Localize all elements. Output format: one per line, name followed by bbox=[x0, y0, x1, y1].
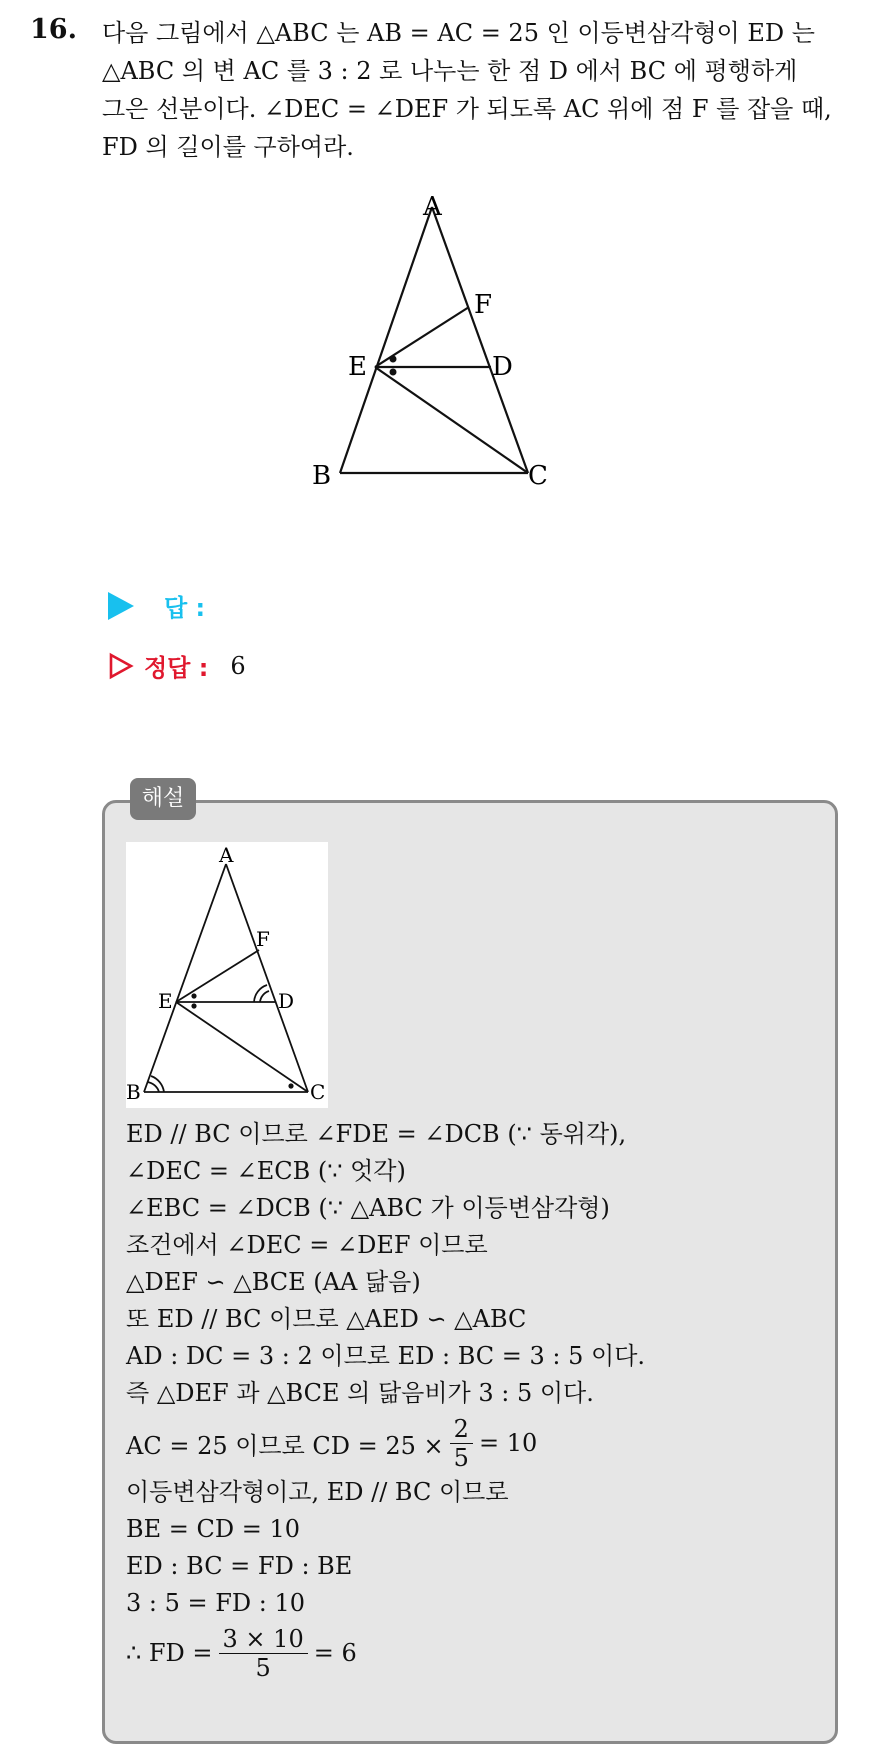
solution-line: ∠EBC = ∠DCB (∵ △ABC 가 이등변삼각형) bbox=[126, 1194, 610, 1222]
label-D: D bbox=[492, 352, 513, 382]
label-B: B bbox=[126, 1080, 141, 1104]
play-triangle-icon bbox=[108, 592, 134, 620]
triangle-figure bbox=[312, 192, 570, 495]
solution-line: 조건에서 ∠DEC = ∠DEF 이므로 bbox=[126, 1231, 488, 1259]
correct-value: 6 bbox=[230, 651, 246, 680]
fraction-prefix: AC = 25 이므로 CD = 25 × bbox=[126, 1431, 444, 1460]
fraction-suffix: = 10 bbox=[478, 1429, 538, 1457]
solution-line: BE = CD = 10 bbox=[126, 1515, 301, 1543]
solution-line: AD : DC = 3 : 2 이므로 ED : BC = 3 : 5 이다. bbox=[126, 1342, 646, 1370]
fraction-denominator: 5 bbox=[255, 1653, 271, 1682]
solution-line: ED // BC 이므로 ∠FDE = ∠DCB (∵ 동위각), bbox=[126, 1120, 627, 1148]
label-F: F bbox=[256, 927, 270, 951]
solution-line: △DEF ∽ △BCE (AA 닮음) bbox=[126, 1268, 421, 1296]
question-line-3: 그은 선분이다. ∠DEC = ∠DEF 가 되도록 AC 위에 점 F 를 잡을 때, bbox=[102, 95, 832, 123]
label-C: C bbox=[528, 461, 548, 491]
solution-line: 또 ED // BC 이므로 △AED ∽ △ABC bbox=[126, 1305, 527, 1333]
solution-line: 즉 △DEF 과 △BCE 의 닮음비가 3 : 5 이다. bbox=[126, 1379, 594, 1407]
fraction bbox=[450, 1415, 473, 1472]
label-F: F bbox=[474, 290, 493, 320]
correct-answer-row bbox=[108, 648, 246, 683]
label-E: E bbox=[158, 989, 173, 1013]
fraction bbox=[219, 1625, 308, 1682]
angle-dot bbox=[288, 1083, 293, 1088]
solution-line: 3 : 5 = FD : 10 bbox=[126, 1589, 306, 1617]
label-B: B bbox=[312, 461, 332, 491]
angle-dot bbox=[191, 993, 196, 998]
question-text bbox=[102, 14, 862, 166]
solution-text bbox=[126, 1116, 826, 1684]
angle-dot bbox=[390, 369, 397, 376]
question-line-1: 다음 그림에서 △ABC 는 AB = AC = 25 인 이등변삼각형이 ED 는 bbox=[102, 19, 815, 47]
solution-fraction-line bbox=[126, 1412, 826, 1474]
solution-figure bbox=[126, 842, 328, 1108]
answer-label: 답 : bbox=[164, 594, 206, 622]
angle-dot bbox=[390, 356, 397, 363]
question-line-2: △ABC 의 변 AC 를 3 : 2 로 나누는 한 점 D 에서 BC 에 평행하게 bbox=[102, 57, 798, 85]
question-line-4: FD 의 길이를 구하여라. bbox=[102, 133, 354, 161]
solution-tag: 해설 bbox=[130, 778, 196, 820]
label-C: C bbox=[310, 1080, 326, 1104]
label-E: E bbox=[348, 352, 367, 382]
solution-final-line bbox=[126, 1622, 826, 1684]
fraction-suffix: = 6 bbox=[313, 1639, 357, 1667]
fraction-numerator: 3 × 10 bbox=[219, 1625, 308, 1654]
solution-line: ∠DEC = ∠ECB (∵ 엇각) bbox=[126, 1157, 406, 1185]
question-number: 16. bbox=[30, 14, 77, 45]
fraction-denominator: 5 bbox=[453, 1443, 469, 1472]
fraction-numerator: 2 bbox=[450, 1415, 473, 1444]
outline-triangle-icon bbox=[108, 652, 134, 680]
correct-label: 정답 : bbox=[144, 654, 209, 682]
solution-line: 이등변삼각형이고, ED // BC 이므로 bbox=[126, 1478, 509, 1506]
fraction-prefix: ∴ FD = bbox=[126, 1639, 213, 1667]
answer-row bbox=[108, 588, 205, 623]
solution-line: ED : BC = FD : BE bbox=[126, 1552, 353, 1580]
label-A: A bbox=[423, 192, 442, 222]
label-A: A bbox=[219, 843, 234, 867]
label-D: D bbox=[278, 989, 295, 1013]
angle-dot bbox=[191, 1003, 196, 1008]
